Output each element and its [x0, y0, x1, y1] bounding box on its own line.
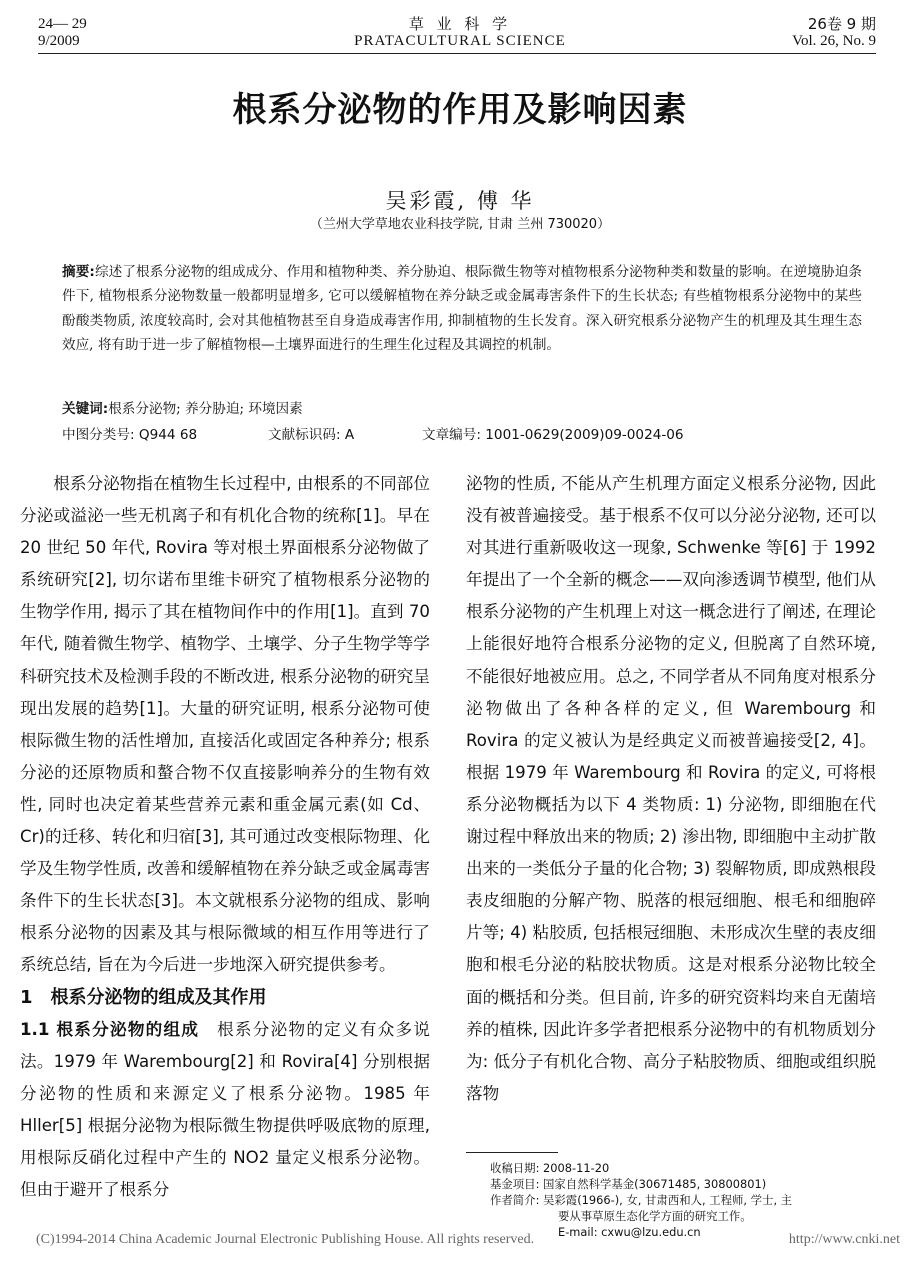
funding-info: 基金项目: 国家自然科学基金(30671485, 30800801): [490, 1177, 767, 1191]
abstract-text: 综述了根系分泌物的组成成分、作用和植物种类、养分胁迫、根际微生物等对植物根系分泌物种类和数量的影响。在逆境胁迫条件下, 植物根系分泌物数量一般都明显增多, 它可以缓解植物在养分缺乏或金属毒害条件下的生长状态; 有些植物根系分泌物中的某些酚酸类物质, 浓度较高时, 会对其他植物甚至自身造成毒害作用, 抑制植物的生长发育。深入研究根系分泌物产生的机理及其生理生态效应, 将有助于进一步了解植物根—土壤界面进行的生理生化过程及其调控的机制。: [62, 264, 863, 353]
header-issue-date: 9/2009: [38, 33, 80, 49]
body-column-left: [20, 468, 430, 1206]
footnotes: [490, 1160, 890, 1240]
copyright-notice: (C)1994-2014 China Academic Journal Electronic Publishing House. All rights reserved.: [36, 1232, 535, 1247]
abstract: [62, 260, 862, 357]
clc-number: 中图分类号: Q944 68: [62, 427, 198, 443]
document-code: 文献标识码: A: [268, 427, 355, 443]
keywords-text: 根系分泌物; 养分胁迫; 环境因素: [108, 401, 303, 417]
volume-en: Vol. 26, No. 9: [792, 33, 876, 49]
volume-cn: 26卷 9 期: [807, 15, 876, 33]
author-list: 吴彩霞, 傅 华: [385, 189, 535, 213]
keywords-label: 关键词:: [62, 401, 109, 417]
author-bio-line1: 作者简介: 吴彩霞(1966-), 女, 甘肃西和人, 工程师, 学士, 主: [490, 1193, 793, 1207]
affiliation: （兰州大学草地农业科技学院, 甘肃 兰州 730020）: [309, 217, 611, 232]
running-header: [0, 16, 920, 56]
continued-paragraph: 泌物的性质, 不能从产生机理方面定义根系分泌物, 因此没有被普遍接受。基于根系不仅可以分泌分泌物, 还可以对其进行重新吸收这一现象, Schwenke 等[6] 于 1992 年提出了一个全新的概念——双向渗透调节模型, 他们从根系分泌物的产生机理上对这一概念进行了阐述, 在理论上能很好地符合根系分泌物的定义, 但脱离了自然环境, 不能很好地被应用。总之, 不同学者从不同角度对根系分泌物做出了各种各样的定义, 但 Warembourg 和 Rovira 的定义被认为是经典定义而被普遍接受[2, 4]。根据 1979 年 Warembourg 和 Rovira 的定义, 可将根系分泌物概括为以下 4 类物质: 1) 分泌物, 即细胞在代谢过程中释放出来的物质; 2) 渗出物, 即细胞中主动扩散出来的一类低分子量的化合物; 3) 裂解物质, 即成熟根段表皮细胞的分解产物、脱落的根冠细胞、根毛和细胞碎片等; 4) 粘胶质, 包括根冠细胞、未形成次生壁的表皮细胞和根毛分泌的粘胶状物质。这是对根系分泌物比较全面的概括和分类。但目前, 许多的研究资料均来自无菌培养的植株, 因此许多学者把根系分泌物中的有机物质划分为: 低分子有机化合物、高分子粘胶物质、细胞或组织脱落物: [466, 474, 876, 1103]
author-bio-line2: 要从事草原生态化学方面的研究工作。: [558, 1209, 752, 1223]
received-date: 收稿日期: 2008-11-20: [490, 1161, 610, 1175]
author-email: E-mail: cxwu@lzu.edu.cn: [558, 1225, 701, 1239]
article-title: 根系分泌物的作用及影响因素: [232, 90, 688, 130]
section-1-1-text: 根系分泌物的定义有众多说法。1979 年 Warembourg[2] 和 Rovira[4] 分别根据分泌物的性质和来源定义了根系分泌物。1985 年 Hller[5] 根据分泌物为根际微生物提供呼吸底物的原理, 用根际反硝化过程中产生的 NO2 量定义根系分泌物。但由于避开了根系分: [20, 1019, 431, 1200]
journal-name-en: PRATACULTURAL SCIENCE: [354, 33, 566, 49]
article-number: 文章编号: 1001-0629(2009)09-0024-06: [422, 427, 684, 443]
header-page-range: 24— 29: [38, 16, 87, 32]
header-divider: [38, 53, 876, 54]
footnote-divider: [466, 1152, 558, 1153]
body-column-right: [466, 468, 876, 1110]
section-heading-1: 1 根系分泌物的组成及其作用: [20, 986, 267, 1008]
volume-info: [792, 16, 876, 50]
abstract-label: 摘要:: [62, 264, 95, 280]
journal-name: [0, 16, 920, 50]
journal-name-cn: 草 业 科 学: [408, 15, 512, 33]
subsection-heading-1-1: 1.1 根系分泌物的组成: [20, 1019, 200, 1039]
section-1-1-paragraph: [20, 1014, 430, 1207]
intro-paragraph: 根系分泌物指在植物生长过程中, 由根系的不同部位分泌或溢泌一些无机离子和有机化合物的统称[1]。早在 20 世纪 50 年代, Rovira 等对根土界面根系分泌物做了系统研究[2], 切尔诺布里维卡研究了植物根系分泌物的生物学作用, 揭示了其在植物间作中的作用[1]。直到 70 年代, 随着微生物学、植物学、土壤学、分子生物学等学科研究技术及检测手段的不断改进, 根系分泌物的研究呈现出发展的趋势[1]。大量的研究证明, 根系分泌物可使根际微生物的活性增加, 直接活化或固定各种养分; 根系分泌的还原物质和螯合物不仅直接影响养分的生物有效性, 同时也决定着某些营养元素和重金属元素(如 Cd、Cr)的迁移、转化和归宿[3], 其可通过改变根际物理、化学及生物学性质, 改善和缓解植物在养分缺乏或金属毒害条件下的生长状态[3]。本文就根系分泌物的组成、影响根系分泌物的因素及其与根际微域的相互作用等进行了系统总结, 旨在为今后进一步地深入研究提供参考。: [20, 474, 430, 975]
source-url[interactable]: http://www.cnki.net: [788, 1232, 900, 1247]
keywords: [62, 397, 303, 417]
